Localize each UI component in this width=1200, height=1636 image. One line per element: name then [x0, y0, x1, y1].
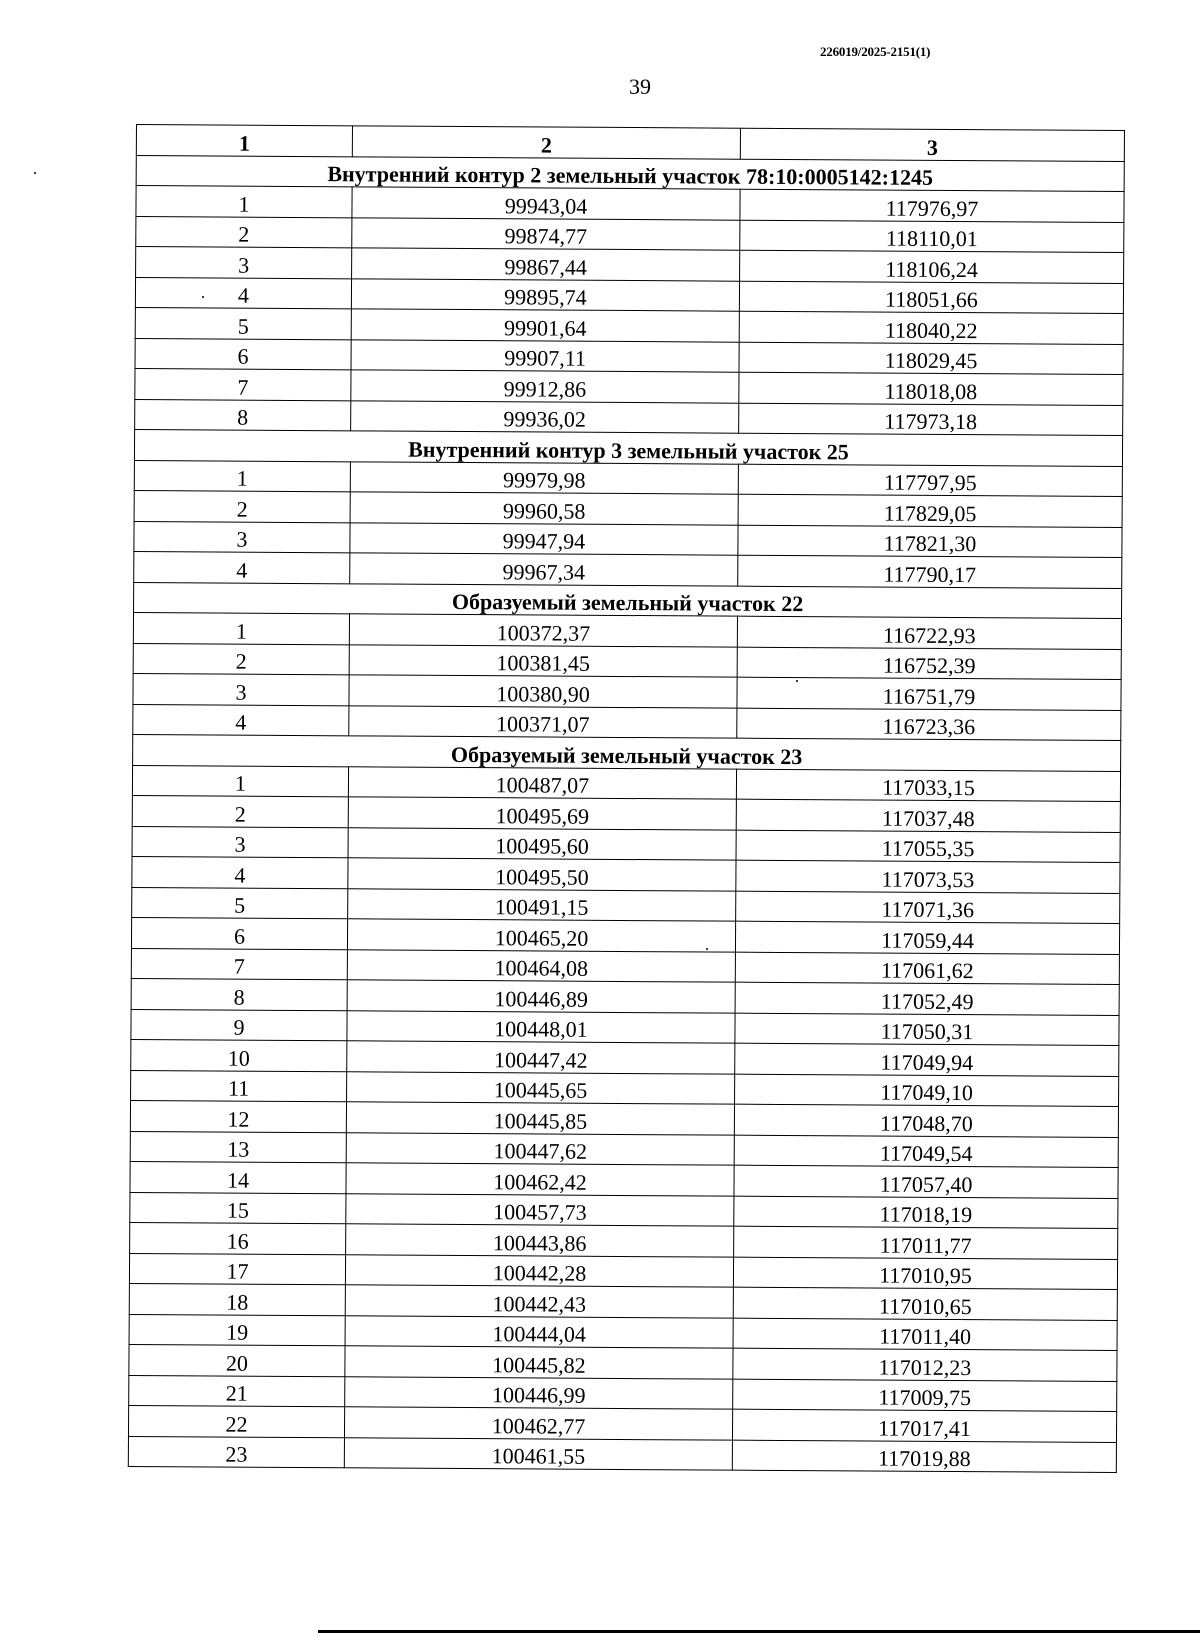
x-coordinate-cell: 99895,74	[351, 278, 739, 311]
y-coordinate-cell: 117052,49	[735, 982, 1119, 1015]
x-coordinate-cell: 100495,50	[348, 858, 736, 891]
x-coordinate-cell: 99901,64	[351, 309, 739, 342]
y-coordinate-cell: 117976,97	[740, 189, 1124, 222]
x-coordinate-cell: 100487,07	[348, 766, 736, 799]
y-coordinate-cell: 117010,65	[733, 1287, 1117, 1320]
point-number-cell: 4	[134, 551, 350, 583]
y-coordinate-cell: 118040,22	[739, 311, 1123, 344]
point-number-cell: 23	[128, 1436, 344, 1468]
x-coordinate-cell: 99967,34	[350, 553, 738, 586]
y-coordinate-cell: 116722,93	[737, 616, 1121, 649]
x-coordinate-cell: 100461,55	[344, 1437, 732, 1470]
section-title: Образуемый земельный участок 23	[133, 734, 1121, 771]
y-coordinate-cell: 118106,24	[740, 250, 1124, 283]
x-coordinate-cell: 99874,77	[352, 217, 740, 250]
page-number: 39	[629, 74, 651, 99]
point-number-cell: 17	[129, 1253, 345, 1285]
y-coordinate-cell: 118051,66	[739, 281, 1123, 314]
x-coordinate-cell: 100443,86	[346, 1224, 734, 1257]
point-number-cell: 1	[132, 765, 348, 797]
x-coordinate-cell: 99907,11	[351, 339, 739, 372]
point-number-cell: 2	[134, 490, 350, 522]
x-coordinate-cell: 100448,01	[347, 1010, 735, 1043]
point-number-cell: 8	[135, 399, 351, 431]
point-number-cell: 3	[134, 521, 350, 553]
y-coordinate-cell: 117829,05	[738, 494, 1122, 527]
y-coordinate-cell: 117010,95	[733, 1257, 1117, 1290]
x-coordinate-cell: 100495,60	[348, 827, 736, 860]
y-coordinate-cell: 117973,18	[739, 403, 1123, 436]
x-coordinate-cell: 99936,02	[351, 400, 739, 433]
x-coordinate-cell: 99947,94	[350, 522, 738, 555]
point-number-cell: 3	[133, 673, 349, 705]
scan-bottom-edge-line	[318, 1630, 1200, 1633]
y-coordinate-cell: 117059,44	[735, 921, 1119, 954]
y-coordinate-cell: 117037,48	[736, 799, 1120, 832]
point-number-cell: 10	[131, 1039, 347, 1071]
y-coordinate-cell: 117019,88	[732, 1440, 1116, 1473]
x-coordinate-cell: 99867,44	[352, 248, 740, 281]
x-coordinate-cell: 99960,58	[350, 492, 738, 525]
point-number-cell: 22	[128, 1405, 344, 1437]
point-number-cell: 19	[129, 1314, 345, 1346]
y-coordinate-cell: 117049,54	[734, 1135, 1118, 1168]
point-number-cell: 7	[131, 948, 347, 980]
x-coordinate-cell: 100445,65	[347, 1071, 735, 1104]
y-coordinate-cell: 117050,31	[735, 1013, 1119, 1046]
y-coordinate-cell: 117009,75	[733, 1379, 1117, 1412]
table-row	[128, 1436, 1116, 1473]
y-coordinate-cell: 117790,17	[738, 555, 1122, 588]
y-coordinate-cell: 117049,10	[735, 1074, 1119, 1107]
x-coordinate-cell: 100491,15	[348, 888, 736, 921]
point-number-cell: 18	[129, 1283, 345, 1315]
x-coordinate-cell: 100446,99	[345, 1376, 733, 1409]
scan-speck	[202, 296, 204, 298]
point-number-cell: 4	[132, 856, 348, 888]
x-coordinate-cell: 100447,42	[347, 1041, 735, 1074]
point-number-cell: 5	[135, 307, 351, 339]
scan-speck	[706, 948, 708, 950]
x-coordinate-cell: 99912,86	[351, 370, 739, 403]
y-coordinate-cell: 117797,95	[738, 464, 1122, 497]
y-coordinate-cell: 117017,41	[732, 1409, 1116, 1442]
point-number-cell: 3	[132, 826, 348, 858]
x-coordinate-cell: 100462,42	[346, 1163, 734, 1196]
x-coordinate-cell: 100380,90	[349, 675, 737, 708]
section-title: Внутренний контур 2 земельный участок 78:10:0005142:1245	[136, 155, 1124, 192]
section-title: Образуемый земельный участок 22	[134, 582, 1122, 619]
point-number-cell: 2	[132, 795, 348, 827]
y-coordinate-cell: 117073,53	[736, 860, 1120, 893]
table-body	[128, 155, 1124, 1473]
y-coordinate-cell: 117033,15	[736, 769, 1120, 802]
scan-speck	[796, 680, 798, 682]
y-coordinate-cell: 116751,79	[737, 677, 1121, 710]
x-coordinate-cell: 100444,04	[345, 1315, 733, 1348]
y-coordinate-cell: 116723,36	[737, 708, 1121, 741]
document-registration-number: 226019/2025-2151(1)	[820, 44, 931, 59]
y-coordinate-cell: 117012,23	[733, 1348, 1117, 1381]
y-coordinate-cell: 116752,39	[737, 647, 1121, 680]
y-coordinate-cell: 117011,77	[734, 1226, 1118, 1259]
x-coordinate-cell: 100446,89	[347, 980, 735, 1013]
point-number-cell: 1	[136, 186, 352, 218]
x-coordinate-cell: 100372,37	[349, 614, 737, 647]
x-coordinate-cell: 100442,28	[345, 1254, 733, 1287]
point-number-cell: 5	[132, 887, 348, 919]
point-number-cell: 1	[133, 612, 349, 644]
point-number-cell: 21	[129, 1375, 345, 1407]
x-coordinate-cell: 99979,98	[350, 461, 738, 494]
point-number-cell: 12	[130, 1100, 346, 1132]
point-number-cell: 16	[130, 1222, 346, 1254]
point-number-cell: 2	[136, 216, 352, 248]
point-number-cell: 6	[131, 917, 347, 949]
x-coordinate-cell: 100381,45	[349, 644, 737, 677]
scan-speck	[34, 172, 36, 174]
point-number-cell: 3	[136, 247, 352, 279]
y-coordinate-cell: 118018,08	[739, 372, 1123, 405]
y-coordinate-cell: 117011,40	[733, 1318, 1117, 1351]
y-coordinate-cell: 117057,40	[734, 1165, 1118, 1198]
coordinates-table	[128, 124, 1125, 1473]
x-coordinate-cell: 100445,85	[346, 1102, 734, 1135]
point-number-cell: 8	[131, 978, 347, 1010]
x-coordinate-cell: 100447,62	[346, 1132, 734, 1165]
point-number-cell: 20	[129, 1344, 345, 1376]
x-coordinate-cell: 100464,08	[347, 949, 735, 982]
x-coordinate-cell: 100457,73	[346, 1193, 734, 1226]
point-number-cell: 11	[131, 1070, 347, 1102]
x-coordinate-cell: 100445,82	[345, 1346, 733, 1379]
point-number-cell: 6	[135, 338, 351, 370]
point-number-cell: 1	[134, 460, 350, 492]
y-coordinate-cell: 117018,19	[734, 1196, 1118, 1229]
point-number-cell: 13	[130, 1131, 346, 1163]
x-coordinate-cell: 99943,04	[352, 187, 740, 220]
y-coordinate-cell: 117061,62	[735, 952, 1119, 985]
y-coordinate-cell: 117821,30	[738, 525, 1122, 558]
y-coordinate-cell: 118110,01	[740, 220, 1124, 253]
x-coordinate-cell: 100462,77	[344, 1407, 732, 1440]
x-coordinate-cell: 100495,69	[348, 797, 736, 830]
column-header-1: 1	[136, 125, 352, 157]
column-header-2: 2	[352, 126, 740, 159]
point-number-cell: 2	[133, 643, 349, 675]
y-coordinate-cell: 117049,94	[735, 1043, 1119, 1076]
point-number-cell: 14	[130, 1161, 346, 1193]
y-coordinate-cell: 117055,35	[736, 830, 1120, 863]
point-number-cell: 4	[135, 277, 351, 309]
section-title: Внутренний контур 3 земельный участок 25	[134, 429, 1122, 466]
point-number-cell: 7	[135, 368, 351, 400]
y-coordinate-cell: 117048,70	[734, 1104, 1118, 1137]
point-number-cell: 15	[130, 1192, 346, 1224]
y-coordinate-cell: 118029,45	[739, 342, 1123, 375]
x-coordinate-cell: 100442,43	[345, 1285, 733, 1318]
y-coordinate-cell: 117071,36	[736, 891, 1120, 924]
column-header-3: 3	[740, 128, 1124, 161]
point-number-cell: 9	[131, 1009, 347, 1041]
x-coordinate-cell: 100465,20	[347, 919, 735, 952]
x-coordinate-cell: 100371,07	[349, 705, 737, 738]
point-number-cell: 4	[133, 704, 349, 736]
